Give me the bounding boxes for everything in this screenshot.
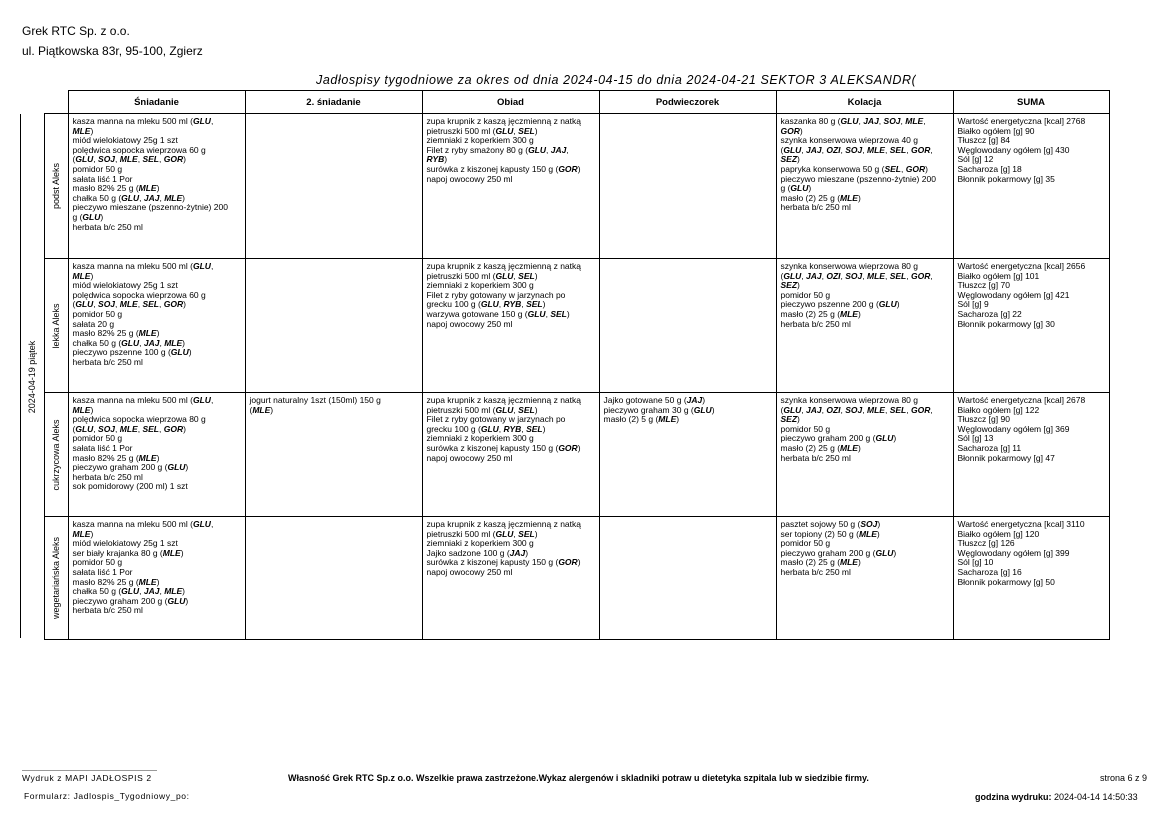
menu-line: (GLU, SOJ, MLE, SEL, GOR)	[72, 299, 186, 310]
menu-line: Jajko gotowane 50 g (JAJ)	[603, 395, 706, 405]
menu-line: polędwica sopocka wieprzowa 60 g	[72, 289, 206, 300]
menu-line: grecku 100 g (GLU, RYB, SEL)	[426, 423, 546, 434]
menu-line: Sól [g] 9	[957, 299, 989, 310]
menu-line: kaszanka 80 g (GLU, JAJ, SOJ, MLE,	[780, 116, 926, 126]
menu-line: MLE)	[72, 270, 94, 281]
menu-line: Filet z ryby smażony 80 g (GLU, JAJ,	[426, 144, 569, 155]
cell-obiad	[422, 517, 599, 640]
menu-line: pieczywo pszenne 200 g (GLU)	[780, 299, 900, 310]
blank-header	[20, 91, 44, 114]
cell-2-sniadanie	[245, 517, 422, 640]
menu-line: RYB)	[426, 154, 448, 165]
menu-line: g (GLU)	[780, 183, 812, 194]
menu-line: Tłuszcz [g] 90	[957, 414, 1010, 425]
document-title: Jadłospisy tygodniowe za okres od dnia 2024-04-15 do dnia 2024-04-21 SEKTOR 3 ALEKSANDR(	[316, 73, 916, 87]
menu-line: Węglowodany ogółem [g] 421	[957, 289, 1070, 300]
menu-line: (GLU, SOJ, MLE, SEL, GOR)	[72, 154, 186, 165]
menu-line: ziemniaki z koperkiem 300 g	[426, 135, 534, 146]
menu-row	[20, 114, 1109, 259]
menu-line: zupa krupnik z kaszą jęczmienną z natką	[426, 519, 581, 529]
menu-line: pomidor 50 g	[780, 289, 831, 300]
date-label: 2024-04-19 piątek	[26, 340, 37, 413]
menu-line: Tłuszcz [g] 126	[957, 538, 1015, 549]
menu-line: szynka konserwowa wieprzowa 40 g	[780, 135, 918, 146]
menu-line: Tłuszcz [g] 70	[957, 280, 1010, 291]
menu-line: Wartość energetyczna [kcal] 2678	[957, 395, 1086, 405]
menu-line: sałata liść 1 Por	[72, 173, 133, 184]
menu-line: MLE)	[72, 125, 94, 136]
menu-line: Białko ogółem [g] 101	[957, 270, 1040, 281]
menu-line: napoj owocowy 250 ml	[426, 566, 513, 577]
col-header-suma: SUMA	[953, 91, 1109, 114]
menu-line: masło 82% 25 g (MLE)	[72, 328, 160, 339]
cell-kolacja	[776, 259, 953, 393]
menu-line: Węglowodany ogółem [g] 430	[957, 144, 1070, 155]
menu-line: Błonnik pokarmowy [g] 47	[957, 452, 1055, 463]
menu-line: (GLU, JAJ, OZI, SOJ, MLE, SEL, GOR,	[780, 270, 933, 281]
menu-line: herbata b/c 250 ml	[72, 605, 143, 616]
menu-line: polędwica sopocka wieprzowa 60 g	[72, 144, 206, 155]
menu-line: MLE)	[72, 528, 94, 539]
diet-label: wegetariańska Aleks	[51, 536, 61, 620]
cell-podwieczorek	[599, 393, 776, 517]
col-header-podwieczorek: Podwieczorek	[599, 91, 776, 114]
menu-line: Sól [g] 10	[957, 557, 994, 568]
print-time	[975, 792, 1138, 802]
company-address: ul. Piątkowska 83r, 95-100, Zgierz	[22, 44, 203, 58]
menu-line: pieczywo graham 200 g (GLU)	[780, 547, 897, 558]
cell-suma	[953, 517, 1109, 640]
menu-line: Filet z ryby gotowany w jarzynach po	[426, 289, 566, 300]
menu-line: GOR)	[780, 125, 803, 136]
menu-line: surówka z kiszonej kapusty 150 g (GOR)	[426, 442, 581, 453]
col-header-kolacja: Kolacja	[776, 91, 953, 114]
menu-line: Wartość energetyczna [kcal] 3110	[957, 519, 1085, 529]
menu-line: Białko ogółem [g] 122	[957, 404, 1040, 415]
diet-label: cukrzycowa Aleks	[51, 418, 61, 491]
menu-line: sałata liść 1 Por	[72, 566, 133, 577]
menu-line: napoj owocowy 250 ml	[426, 318, 513, 329]
diet-cell	[44, 114, 68, 259]
cell-2-sniadanie	[245, 393, 422, 517]
menu-line: kasza manna na mleku 500 ml (GLU,	[72, 395, 214, 405]
menu-line: ser topiony (2) 50 g (MLE)	[780, 528, 880, 539]
menu-line: sałata 20 g	[72, 318, 115, 329]
menu-line: kasza manna na mleku 500 ml (GLU,	[72, 116, 214, 126]
menu-line: ziemniaki z koperkiem 300 g	[426, 433, 534, 444]
menu-line: masło 82% 25 g (MLE)	[72, 452, 160, 463]
cell-sniadanie	[68, 259, 245, 393]
menu-row	[20, 517, 1109, 640]
menu-line: Błonnik pokarmowy [g] 30	[957, 318, 1055, 329]
menu-line: warzywa gotowane 150 g (GLU, SEL)	[426, 308, 570, 319]
menu-line: (GLU, JAJ, OZI, SOJ, MLE, SEL, GOR,	[780, 404, 933, 415]
menu-line: pomidor 50 g	[780, 538, 831, 549]
menu-line: pomidor 50 g	[72, 557, 123, 568]
menu-row	[20, 259, 1109, 393]
menu-line: pieczywo graham 200 g (GLU)	[72, 595, 189, 606]
diet-label: lekka Aleks	[51, 302, 61, 349]
menu-line: pieczywo mieszane (pszenno-żytnie) 200	[780, 173, 936, 184]
menu-line: herbata b/c 250 ml	[780, 318, 851, 329]
cell-sniadanie	[68, 114, 245, 259]
cell-kolacja	[776, 517, 953, 640]
menu-line: grecku 100 g (GLU, RYB, SEL)	[426, 299, 546, 310]
cell-podwieczorek	[599, 114, 776, 259]
cell-podwieczorek	[599, 517, 776, 640]
menu-line: pieczywo graham 200 g (GLU)	[780, 433, 897, 444]
menu-line: pietruszki 500 ml (GLU, SEL)	[426, 125, 538, 136]
menu-line: pietruszki 500 ml (GLU, SEL)	[426, 404, 538, 415]
menu-line: chałka 50 g (GLU, JAJ, MLE)	[72, 337, 185, 348]
menu-line: herbata b/c 250 ml	[780, 566, 851, 577]
menu-line: napoj owocowy 250 ml	[426, 173, 513, 184]
menu-line: ziemniaki z koperkiem 300 g	[426, 538, 534, 549]
menu-line: SEZ)	[780, 414, 800, 425]
col-header-2-sniadanie: 2. śniadanie	[245, 91, 422, 114]
menu-line: masło 82% 25 g (MLE)	[72, 183, 160, 194]
menu-line: Sacharoza [g] 18	[957, 163, 1022, 174]
menu-line: zupa krupnik z kaszą jęczmienną z natką	[426, 395, 581, 405]
date-cell	[20, 114, 44, 640]
menu-line: pietruszki 500 ml (GLU, SEL)	[426, 528, 538, 539]
menu-line: zupa krupnik z kaszą jęczmienną z natką	[426, 116, 581, 126]
menu-line: polędwica sopocka wieprzowa 80 g	[72, 414, 206, 425]
menu-line: (MLE)	[249, 404, 274, 415]
col-header-sniadanie: Śniadanie	[68, 91, 245, 114]
menu-line: ziemniaki z koperkiem 300 g	[426, 280, 534, 291]
company-name: Grek RTC Sp. z o.o.	[22, 24, 130, 38]
menu-table	[20, 90, 1110, 640]
diet-cell	[44, 259, 68, 393]
menu-line: herbata b/c 250 ml	[780, 452, 851, 463]
menu-line: miód wielokiatowy 25g 1 szt	[72, 135, 178, 146]
col-header-obiad: Obiad	[422, 91, 599, 114]
print-time-label: godzina wydruku:	[975, 792, 1052, 802]
menu-line: Jajko sadzone 100 g (JAJ)	[426, 547, 529, 558]
footer-print-source: Wydruk z MAPI JADŁOSPIS 2	[22, 773, 152, 783]
menu-line: herbata b/c 250 ml	[72, 221, 143, 232]
cell-suma	[953, 114, 1109, 259]
page-number: strona 6 z 9	[1100, 773, 1148, 783]
menu-line: pomidor 50 g	[72, 433, 123, 444]
menu-line: szynka konserwowa wieprzowa 80 g	[780, 395, 918, 405]
menu-line: ser biały krajanka 80 g (MLE)	[72, 547, 184, 558]
cell-2-sniadanie	[245, 259, 422, 393]
menu-line: pasztet sojowy 50 g (SOJ)	[780, 519, 881, 529]
footer-rule	[22, 770, 157, 771]
cell-obiad	[422, 393, 599, 517]
menu-line: pomidor 50 g	[72, 308, 123, 319]
menu-line: chałka 50 g (GLU, JAJ, MLE)	[72, 192, 185, 203]
menu-line: Sacharoza [g] 11	[957, 442, 1022, 453]
menu-line: MLE)	[72, 404, 94, 415]
menu-line: masło 82% 25 g (MLE)	[72, 576, 160, 587]
menu-line: pieczywo pszenne 100 g (GLU)	[72, 347, 192, 358]
menu-line: Wartość energetyczna [kcal] 2656	[957, 261, 1086, 271]
menu-line: zupa krupnik z kaszą jęczmienną z natką	[426, 261, 581, 271]
blank-header	[44, 91, 68, 114]
menu-line: Sacharoza [g] 16	[957, 566, 1022, 577]
menu-line: chałka 50 g (GLU, JAJ, MLE)	[72, 586, 185, 597]
menu-line: Filet z ryby gotowany w jarzynach po	[426, 414, 566, 425]
menu-line: Sól [g] 12	[957, 154, 994, 165]
menu-line: SEZ)	[780, 154, 800, 165]
cell-obiad	[422, 259, 599, 393]
menu-line: SEZ)	[780, 280, 800, 291]
cell-suma	[953, 393, 1109, 517]
footer-form-name: Formularz: Jadlospis_Tygodniowy_po:	[24, 791, 190, 801]
cell-kolacja	[776, 114, 953, 259]
diet-cell	[44, 517, 68, 640]
menu-line: sałata liść 1 Por	[72, 442, 133, 453]
menu-line: miód wielokiatowy 25g 1 szt	[72, 538, 178, 549]
menu-line: (GLU, JAJ, OZI, SOJ, MLE, SEL, GOR,	[780, 144, 933, 155]
menu-line: kasza manna na mleku 500 ml (GLU,	[72, 261, 214, 271]
menu-line: herbata b/c 250 ml	[780, 202, 851, 213]
menu-line: szynka konserwowa wieprzowa 80 g	[780, 261, 918, 271]
menu-line: napoj owocowy 250 ml	[426, 452, 513, 463]
menu-line: surówka z kiszonej kapusty 150 g (GOR)	[426, 557, 581, 568]
menu-row	[20, 393, 1109, 517]
cell-sniadanie	[68, 393, 245, 517]
menu-line: (GLU, SOJ, MLE, SEL, GOR)	[72, 423, 186, 434]
menu-line: kasza manna na mleku 500 ml (GLU,	[72, 519, 214, 529]
menu-line: Sól [g] 13	[957, 433, 994, 444]
footer-ownership-note: Własność Grek RTC Sp.z o.o. Wszelkie prawa zastrzeżone.Wykaz alergenów i skladniki potraw u dietetyka szpitala lub w siedzibie firmy.	[288, 773, 869, 783]
cell-sniadanie	[68, 517, 245, 640]
menu-line: Węglowodany ogółem [g] 399	[957, 547, 1070, 558]
menu-line: masło (2) 25 g (MLE)	[780, 557, 861, 568]
menu-line: pieczywo graham 200 g (GLU)	[72, 462, 189, 473]
menu-line: masło (2) 25 g (MLE)	[780, 442, 861, 453]
menu-line: g (GLU)	[72, 211, 104, 222]
menu-line: papryka konserwowa 50 g (SEL, GOR)	[780, 163, 928, 174]
menu-line: Tłuszcz [g] 84	[957, 135, 1010, 146]
menu-line: pieczywo mieszane (pszenno-żytnie) 200	[72, 202, 228, 213]
menu-line: pieczywo graham 30 g (GLU)	[603, 404, 715, 415]
menu-line: sok pomidorowy (200 ml) 1 szt	[72, 481, 188, 492]
cell-podwieczorek	[599, 259, 776, 393]
menu-line: Błonnik pokarmowy [g] 50	[957, 576, 1055, 587]
menu-line: Białko ogółem [g] 120	[957, 528, 1040, 539]
menu-line: masło (2) 25 g (MLE)	[780, 192, 861, 203]
cell-kolacja	[776, 393, 953, 517]
menu-line: Wartość energetyczna [kcal] 2768	[957, 116, 1086, 126]
print-time-value: 2024-04-14 14:50:33	[1054, 792, 1138, 802]
diet-label: podst Aleks	[51, 162, 61, 210]
menu-line: pomidor 50 g	[72, 163, 123, 174]
menu-line: Węglowodany ogółem [g] 369	[957, 423, 1070, 434]
menu-line: Błonnik pokarmowy [g] 35	[957, 173, 1055, 184]
menu-line: herbata b/c 250 ml	[72, 471, 143, 482]
menu-line: pomidor 50 g	[780, 423, 831, 434]
cell-2-sniadanie	[245, 114, 422, 259]
cell-obiad	[422, 114, 599, 259]
header-row	[20, 91, 1109, 114]
menu-line: masło (2) 5 g (MLE)	[603, 414, 680, 425]
menu-line: Sacharoza [g] 22	[957, 308, 1022, 319]
cell-suma	[953, 259, 1109, 393]
menu-line: Białko ogółem [g] 90	[957, 125, 1035, 136]
menu-line: surówka z kiszonej kapusty 150 g (GOR)	[426, 163, 581, 174]
menu-line: masło (2) 25 g (MLE)	[780, 308, 861, 319]
menu-line: miód wielokiatowy 25g 1 szt	[72, 280, 178, 291]
menu-line: herbata b/c 250 ml	[72, 356, 143, 367]
diet-cell	[44, 393, 68, 517]
menu-line: jogurt naturalny 1szt (150ml) 150 g	[249, 395, 381, 405]
menu-line: pietruszki 500 ml (GLU, SEL)	[426, 270, 538, 281]
